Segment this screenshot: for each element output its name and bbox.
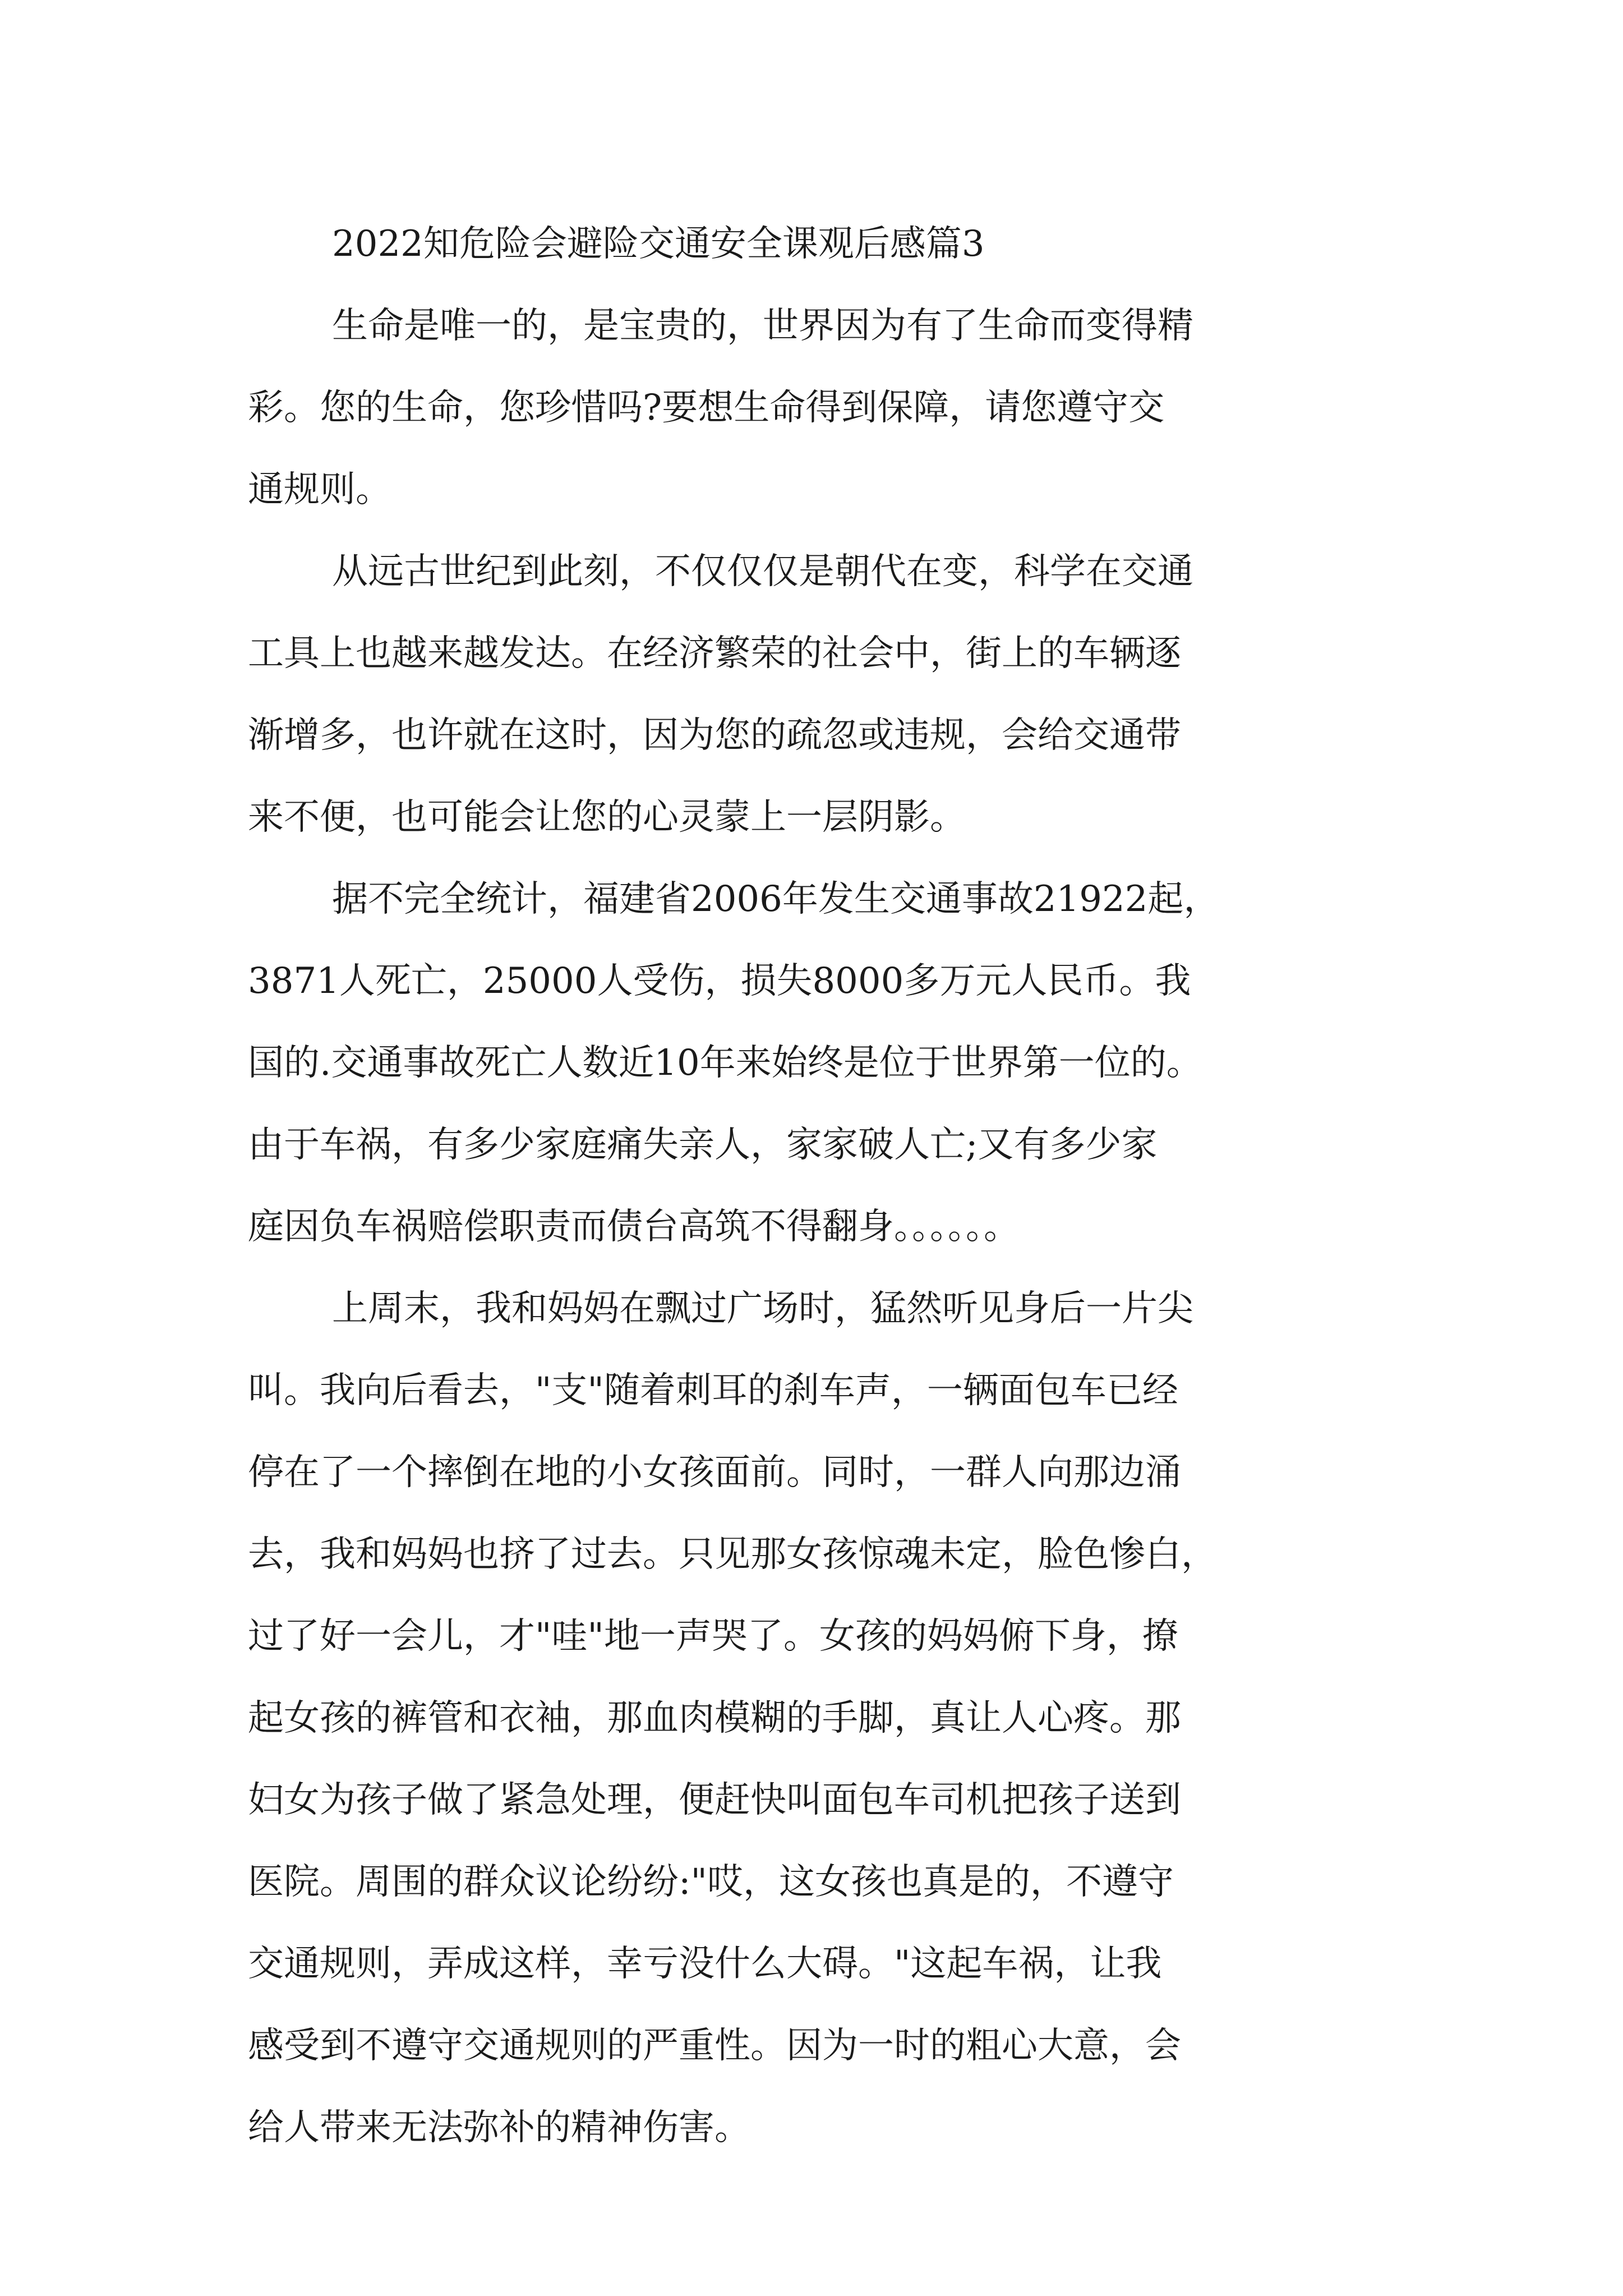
- document-body: [248, 203, 1381, 2169]
- paragraph-line: 过了好一会儿，才"哇"地一声哭了。女孩的妈妈俯下身，撩: [248, 1616, 1178, 1657]
- paragraph-line: 上周末，我和妈妈在飘过广场时，猛然听见身后一片尖: [332, 1288, 1193, 1329]
- paragraph-line: 工具上也越来越发达。在经济繁荣的社会中，街上的车辆逐: [248, 633, 1181, 674]
- paragraph-line: 起女孩的裤管和衣袖，那血肉模糊的手脚，真让人心疼。那: [248, 1697, 1181, 1739]
- paragraph-line: 3871人死亡，25000人受伤，损失8000多万元人民币。我: [248, 960, 1191, 1002]
- paragraph-4: [248, 1268, 1381, 2169]
- paragraph-line: 生命是唯一的，是宝贵的，世界因为有了生命而变得精: [332, 305, 1193, 347]
- paragraph-2: [248, 531, 1381, 858]
- paragraph-1: [248, 285, 1381, 531]
- paragraph-line: 妇女为孩子做了紧急处理，便赶快叫面包车司机把孩子送到: [248, 1779, 1181, 1821]
- paragraph-line: 渐增多，也许就在这时，因为您的疏忽或违规，会给交通带: [248, 715, 1181, 756]
- paragraph-line: 医院。周围的群众议论纷纷:"哎，这女孩也真是的，不遵守: [248, 1861, 1174, 1903]
- paragraph-line: 感受到不遵守交通规则的严重性。因为一时的粗心大意，会: [248, 2025, 1181, 2067]
- paragraph-line: 叫。我向后看去，"支"随着刺耳的刹车声，一辆面包车已经: [248, 1370, 1178, 1411]
- paragraph-line: 据不完全统计，福建省2006年发生交通事故21922起，: [332, 878, 1220, 920]
- paragraph-line: 由于车祸，有多少家庭痛失亲人，家家破人亡;又有多少家: [248, 1124, 1158, 1166]
- paragraph-3: [248, 858, 1381, 1268]
- paragraph-line: 从远古世纪到此刻，不仅仅仅是朝代在变，科学在交通: [332, 551, 1193, 592]
- paragraph-line: 庭因负车祸赔偿职责而债台高筑不得翻身。。。。。。: [248, 1206, 1020, 1248]
- paragraph-line: 通规则。: [248, 469, 391, 510]
- paragraph-line: 彩。您的生命，您珍惜吗?要想生命得到保障，请您遵守交: [248, 387, 1165, 429]
- paragraph-line: 停在了一个摔倒在地的小女孩面前。同时，一群人向那边涌: [248, 1452, 1181, 1493]
- paragraph-line: 交通规则，弄成这样，幸亏没什么大碍。"这起车祸，让我: [248, 1943, 1162, 1985]
- paragraph-line: 去，我和妈妈也挤了过去。只见那女孩惊魂未定，脸色惨白，: [248, 1534, 1217, 1575]
- document-title: 2022知危险会避险交通安全课观后感篇3: [332, 223, 985, 265]
- paragraph-line: 来不便，也可能会让您的心灵蒙上一层阴影。: [248, 797, 966, 838]
- paragraph-line: 给人带来无法弥补的精神伤害。: [248, 2107, 750, 2148]
- paragraph-line: 国的.交通事故死亡人数近10年来始终是位于世界第一位的。: [248, 1042, 1202, 1084]
